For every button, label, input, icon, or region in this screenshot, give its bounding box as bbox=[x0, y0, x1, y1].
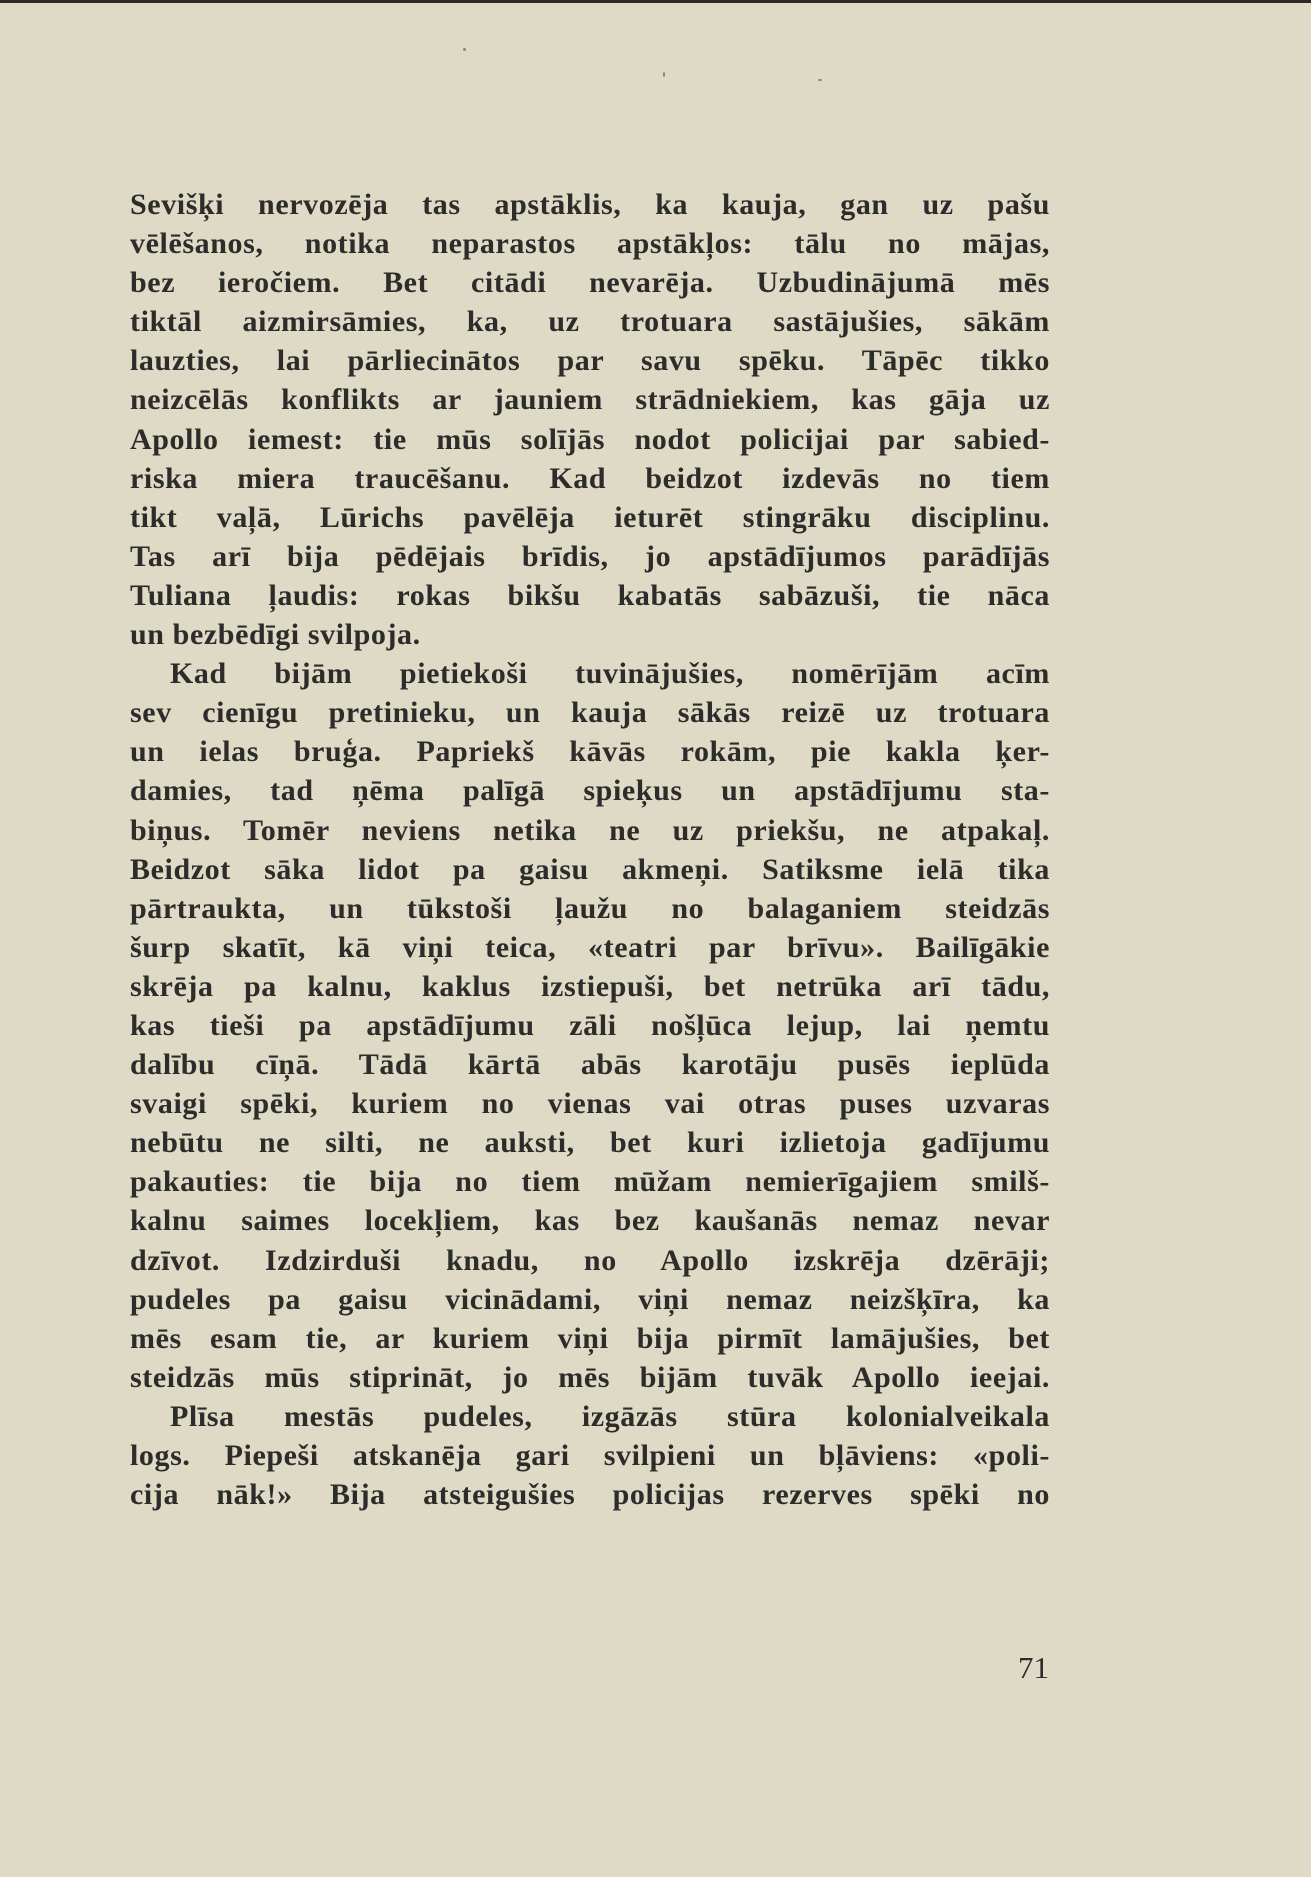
text-line: skrēja pa kalnu, kaklus izstiepuši, bet netrūka arī tādu, bbox=[130, 969, 1050, 1003]
text-line: tikt vaļā, Lūrichs pavēlēja ieturēt stingrāku disciplinu. bbox=[130, 500, 1050, 534]
text-line: dalību cīņā. Tādā kārtā abās karotāju pusēs ieplūda bbox=[130, 1048, 1050, 1082]
text-line: Tuliana ļaudis: rokas bikšu kabatās sabāzuši, tie nāca bbox=[130, 578, 1050, 612]
text-line: logs. Piepeši atskanēja gari svilpieni un bļāviens: «poli- bbox=[130, 1439, 1050, 1472]
text-line: bez ieročiem. Bet citādi nevarēja. Uzbudinājumā mēs bbox=[130, 266, 1050, 300]
text-line: vēlēšanos, notika neparastos apstākļos: tālu no mājas, bbox=[130, 227, 1050, 261]
text-line: Beidzot sāka lidot pa gaisu akmeņi. Satiksme ielā tika bbox=[130, 852, 1050, 886]
text-line: damies, tad ņēma palīgā spieķus un apstādījumu sta- bbox=[130, 774, 1050, 808]
text-line: Apollo iemest: tie mūs solījās nodot policijai par sabied- bbox=[130, 422, 1050, 456]
page-top-edge bbox=[0, 0, 1311, 3]
text-line: un ielas bruģa. Papriekš kāvās rokām, pie kakla ķer- bbox=[130, 735, 1050, 769]
paper-speck bbox=[663, 72, 665, 77]
text-line: steidzās mūs stiprināt, jo mēs bijām tuvāk Apollo ieejai. bbox=[130, 1360, 1050, 1394]
text-line: sev cienīgu pretinieku, un kauja sākās reizē uz trotuara bbox=[130, 696, 1050, 730]
text-line: Sevišķi nervozēja tas apstāklis, ka kauja, gan uz pašu bbox=[130, 188, 1050, 221]
text-line: šurp skatīt, kā viņi teica, «teatri par brīvu». Bailīgākie bbox=[130, 930, 1050, 964]
text-line: Tas arī bija pēdējais brīdis, jo apstādījumos parādījās bbox=[130, 539, 1050, 573]
text-line: neizcēlās konflikts ar jauniem strādniekiem, kas gāja uz bbox=[130, 383, 1050, 417]
text-line: kas tieši pa apstādījumu zāli nošļūca lejup, lai ņemtu bbox=[130, 1008, 1050, 1042]
text-line: Kad bijām pietiekoši tuvinājušies, nomērījām acīm bbox=[170, 657, 1050, 691]
text-line: biņus. Tomēr neviens netika ne uz priekšu, ne atpakaļ. bbox=[130, 813, 1050, 847]
text-line: tiktāl aizmirsāmies, ka, uz trotuara sastājušies, sākām bbox=[130, 305, 1050, 339]
body-text bbox=[130, 185, 1050, 1514]
text-line: svaigi spēki, kuriem no vienas vai otras puses uzvaras bbox=[130, 1087, 1050, 1121]
text-line: dzīvot. Izdzirduši knadu, no Apollo izskrēja dzērāji; bbox=[130, 1243, 1050, 1277]
paper-speck bbox=[818, 79, 822, 81]
text-line: un bezbēdīgi svilpoja. bbox=[130, 618, 421, 652]
text-line: riska miera traucēšanu. Kad beidzot izdevās no tiem bbox=[130, 461, 1050, 495]
text-line: pārtraukta, un tūkstoši ļaužu no balaganiem steidzās bbox=[130, 891, 1050, 925]
paper-speck bbox=[463, 48, 466, 51]
text-line: Plīsa mestās pudeles, izgāzās stūra kolonialveikala bbox=[170, 1399, 1050, 1433]
text-line: pudeles pa gaisu vicinādami, viņi nemaz neizšķīra, ka bbox=[130, 1282, 1050, 1316]
text-line: kalnu saimes locekļiem, kas bez kaušanās nemaz nevar bbox=[130, 1204, 1050, 1238]
text-line: mēs esam tie, ar kuriem viņi bija pirmīt lamājušies, bet bbox=[130, 1321, 1050, 1355]
text-line: cija nāk!» Bija atsteigušies policijas rezerves spēki no bbox=[130, 1478, 1050, 1512]
page-number: 71 bbox=[1018, 1650, 1049, 1685]
text-line: nebūtu ne silti, ne auksti, bet kuri izlietoja gadījumu bbox=[130, 1126, 1050, 1160]
text-line: lauzties, lai pārliecinātos par savu spēku. Tāpēc tikko bbox=[130, 344, 1050, 378]
text-line: pakauties: tie bija no tiem mūžam nemierīgajiem smilš- bbox=[130, 1165, 1050, 1199]
